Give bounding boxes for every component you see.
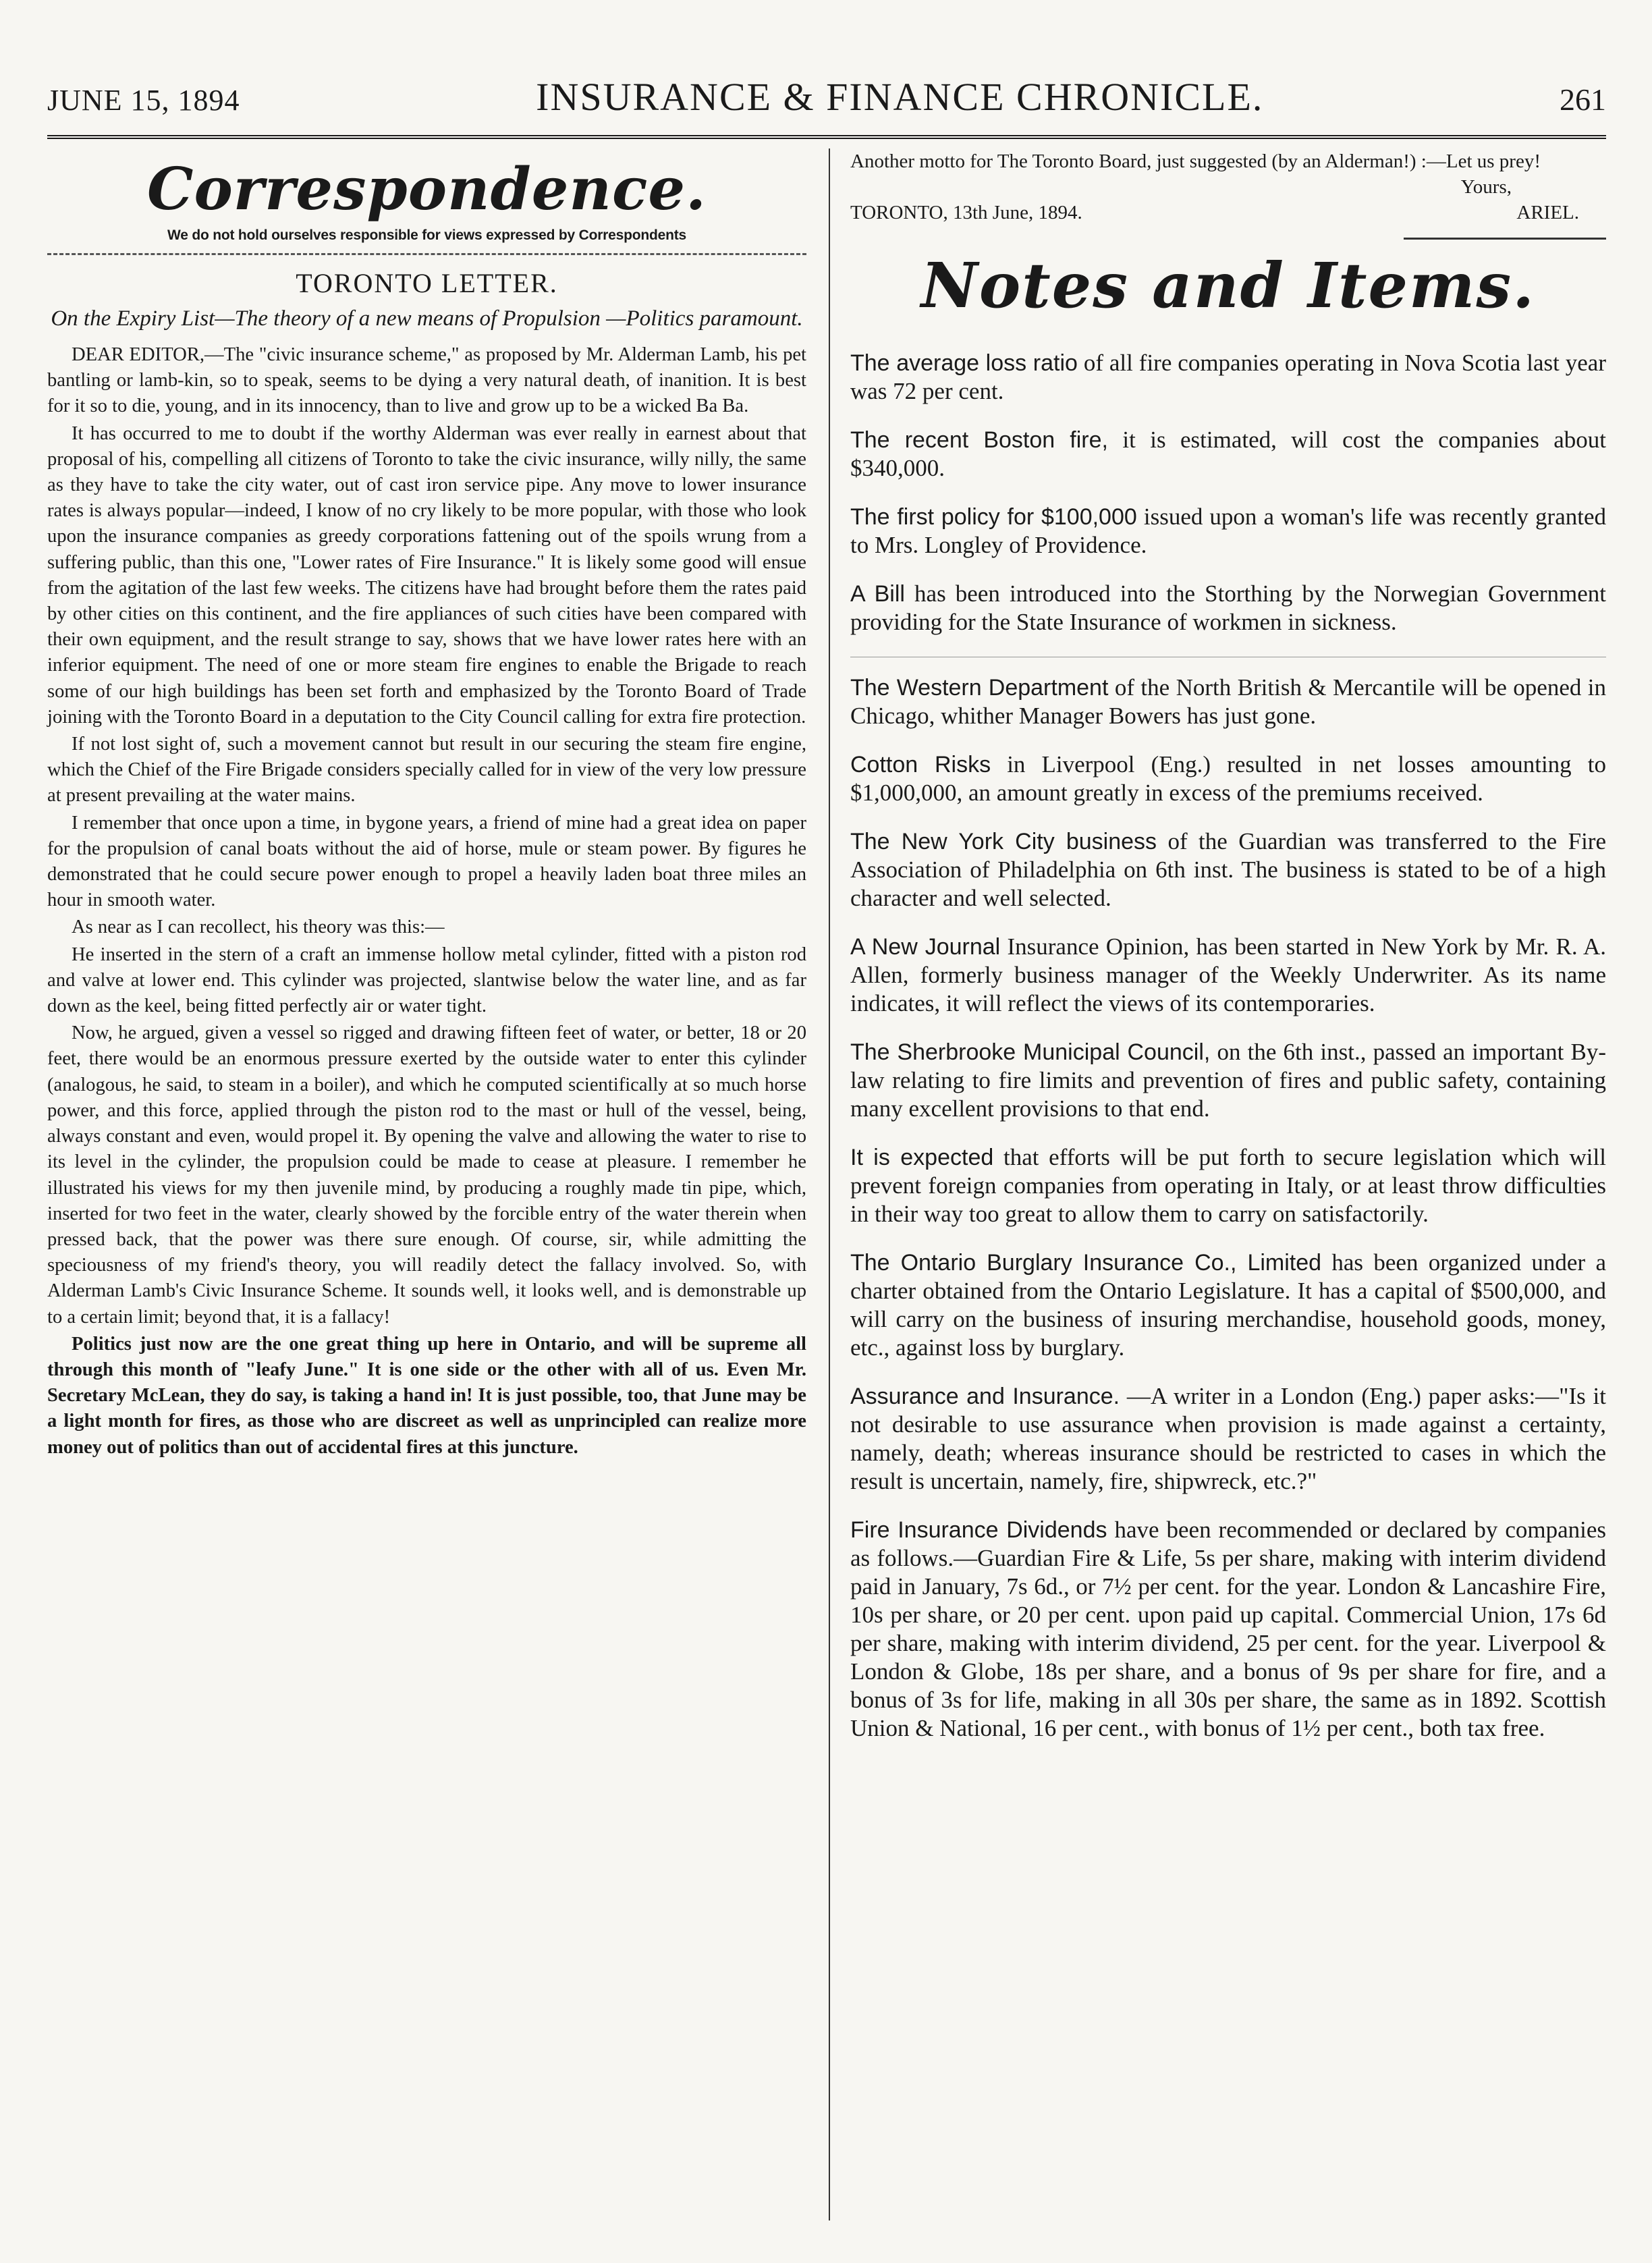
note-text: issued upon a woman's life was recently granted to Mrs. Longley of Providence.: [850, 503, 1606, 558]
note-text: Insurance Opinion, has been started in New York by Mr. R. A. Allen, formerly business manager of the Weekly Underwriter. As its name indicates, it will reflect the views of its contemporaries.: [850, 933, 1606, 1016]
article-paragraph: DEAR EDITOR,—The "civic insurance scheme," as proposed by Mr. Alderman Lamb, his pet bantling or lamb-kin, so to speak, seems to be dying a very natural death, of inanition. It is best for it so to die, young, and in its innocency, than to live and grow up to be a wicked Ba Ba.: [47, 344, 806, 417]
note-item: [850, 1143, 1606, 1228]
running-head: [47, 74, 1606, 128]
note-item: [850, 1249, 1606, 1362]
note-text: of the North British & Mercantile will be opened in Chicago, whither Manager Bowers has just gone.: [850, 674, 1607, 729]
note-text: of the Guardian was transferred to the Fire Association of Philadelphia on 6th inst. The business is stated to be of a high character and well selected.: [850, 828, 1606, 911]
note-text: it is estimated, will cost the companies about $340,000.: [850, 427, 1607, 481]
note-item: [850, 426, 1606, 483]
notes-column: [850, 148, 1606, 1763]
note-text: has been introduced into the Storthing by the Norwegian Government providing for the State Insurance of workmen in sickness.: [850, 580, 1607, 635]
end-rule: [1404, 238, 1606, 240]
note-lead: The New York City business: [850, 829, 1157, 854]
note-item: [850, 933, 1606, 1018]
correspondence-disclaimer: We do not hold ourselves responsible for views expressed by Correspondents: [167, 227, 686, 243]
notes-list: [850, 349, 1606, 1743]
article-subtitle: On the Expiry List—The theory of a new means of Propulsion —Politics paramount.: [51, 306, 803, 331]
note-lead: The Sherbrooke Municipal Council,: [850, 1039, 1211, 1065]
note-text: have been recommended or declared by companies as follows.—Guardian Fire & Life, 5s per share, making with interim dividend paid in January, 7s 6d., or 7½ per cent. for the year. London & Lancashire Fire, 10s per share, or 20 per cent. upon paid up capital. Commercial Union, 17s 6d per share, making with interim dividend, 25 per cent. for the year. Liverpool & London & Globe, 18s per share, and a bonus of 9s per share for fire, and a bonus of 3s for life, making in all 30s per share, the same as in 1892. Scottish Union & National, 16 per cent., with bonus of 1½ per cent., both tax free.: [850, 1517, 1606, 1741]
note-lead: The recent Boston fire,: [850, 427, 1108, 453]
article-paragraph: Politics just now are the one great thing up here in Ontario, and will be supreme all through this month of "leafy June." It is one side or the other with all of us. Even Mr. Secretary McLean, they do say, is taking a hand in! It is just possible, too, that June may be a light month for fires, as those who are discreet as well as unprincipled can realize more money out of politics than out of accidental fires at this juncture.: [47, 1333, 806, 1458]
article-paragraph: It has occurred to me to doubt if the worthy Alderman was ever really in earnest about that proposal of his, compelling all citizens of Toronto to take the civic insurance, willy nilly, the same as they have to take the city water, out of cast iron service pipe. Any move to lower insurance rates is always popular—indeed, I know of no cry likely to be more popular, with those who look upon the insurance companies as greedy corporations fattening out of the spoils wrung from a suffering public, than this one, "Lower rates of Fire Insurance." It is likely some good will ensue from the agitation of the last few weeks. The citizens have had brought before them the rates paid by other cities on this continent, and the fire appliances of such cities have been compared with their own equipment, and the result strange to say, shows that we have lower rates here with an inferior equipment. The need of one or more steam fire engines to enable the Brigade to reach some of our high buildings has been set forth and emphasized by the Toronto Board of Trade joining with the Toronto Board in a deputation to the City Council calling for extra fire protection.: [47, 422, 806, 728]
article-paragraph: I remember that once upon a time, in bygone years, a friend of mine had a great idea on paper for the propulsion of canal boats without the aid of horse, mule or steam power. By figures he demonstrated that he could secure power enough to propel a heavily laden boat three miles an hour in smooth water.: [47, 812, 806, 911]
article-paragraph: He inserted in the stern of a craft an immense hollow metal cylinder, fitted with a piston rod and valve at lower end. This cylinder was projected, slantwise below the water line, and as far down as the keel, being fitted perfectly air or water tight.: [47, 944, 806, 1017]
article-paragraph: If not lost sight of, such a movement cannot but result in our securing the steam fire engine, which the Chief of the Fire Brigade considers specially called for in view of the very low pressure at present prevailing at the water mains.: [47, 734, 806, 807]
issue-date: JUNE 15, 1894: [47, 84, 240, 117]
note-lead: Fire Insurance Dividends: [850, 1517, 1107, 1543]
note-lead: Assurance and Insurance.: [850, 1384, 1120, 1409]
article-title: TORONTO LETTER.: [296, 268, 558, 298]
note-lead: It is expected: [850, 1145, 994, 1170]
note-item: [850, 1382, 1606, 1496]
signature: ARIEL.: [1516, 202, 1579, 223]
section-rule: [47, 253, 806, 255]
note-item: [850, 1516, 1606, 1743]
note-item: [850, 503, 1606, 560]
note-lead: A Bill: [850, 581, 905, 607]
header-rule: [47, 135, 1606, 139]
newspaper-page: [47, 74, 1606, 2220]
correspondence-column: [47, 148, 806, 1461]
note-item: [850, 580, 1606, 636]
note-lead: The Western Department: [850, 675, 1109, 701]
article-body: [47, 342, 806, 1461]
note-text: that efforts will be put forth to secure legislation which will prevent foreign companies from operating in Italy, or at least throw difficulties in their way too great to allow them to carry on satisfactorily.: [850, 1144, 1606, 1227]
page-number: 261: [1559, 82, 1606, 117]
article-paragraph: As near as I can recollect, his theory was this:—: [72, 917, 445, 938]
note-lead: Cotton Risks: [850, 752, 991, 778]
note-lead: The average loss ratio: [850, 350, 1078, 376]
letter-signoff: [850, 174, 1606, 225]
letter-postscript: Another motto for The Toronto Board, just suggested (by an Alderman!) :—Let us prey!: [850, 151, 1541, 172]
section-heading-correspondence: Correspondence.: [147, 155, 707, 223]
article-paragraph: Now, he argued, given a vessel so rigged and drawing fifteen feet of water, or better, 18 or 20 feet, there would be an enormous pressure exerted by the outside water to enter this cylinder (analogous, he said, to steam in a boiler), and which he computed scientifically at so much horse power, and this force, applied through the piston rod to the mast or hull of the vessel, being, always constant and even, would propel it. By opening the valve and allowing the water to rise to its level in the cylinder, the propulsion could be made to cease at pleasure. I remember he illustrated his views for my then juvenile mind, by producing a roughly made tin pipe, which, inserted for two feet in the water, clearly showed by the forcible entry of the water therein when pressed back, that the power was there sure enough. Of course, sir, while admitting the speciousness of my friend's theory, you will readily detect the fallacy involved. So, with Alderman Lamb's Civic Insurance Scheme. It sounds well, it looks well, and is demonstrable up to a certain limit; beyond that, it is a fallacy!: [47, 1023, 806, 1328]
section-heading-notes: Notes and Items.: [920, 249, 1536, 322]
closing-salutation: Yours,: [1460, 176, 1512, 198]
note-text: in Liverpool (Eng.) resulted in net losses amounting to $1,000,000, an amount greatly in excess of the premiums received.: [850, 751, 1606, 806]
note-item: [850, 827, 1606, 912]
note-text: on the 6th inst., passed an important By-law relating to fire limits and prevention of fires and public safety, containing many excellent provisions to that end.: [850, 1039, 1606, 1122]
note-lead: A New Journal: [850, 934, 1001, 960]
journal-title: INSURANCE & FINANCE CHRONICLE.: [536, 75, 1264, 119]
column-divider: [829, 148, 830, 2220]
note-text: —A writer in a London (Eng.) paper asks:—"Is it not desirable to use assurance when provision is made against a certainty, namely, death; whereas insurance should be restricted to cases in which the result is uncertain, namely, fire, shipwreck, etc.?": [850, 1383, 1606, 1494]
note-text: of all fire companies operating in Nova Scotia last year was 72 per cent.: [850, 350, 1606, 404]
note-item: [850, 751, 1606, 807]
note-item: [850, 674, 1606, 730]
note-lead: The first policy for $100,000: [850, 504, 1137, 530]
note-lead: The Ontario Burglary Insurance Co., Limited: [850, 1250, 1322, 1276]
dateline: TORONTO, 13th June, 1894.: [850, 202, 1082, 223]
note-item: [850, 1038, 1606, 1123]
note-item: [850, 349, 1606, 406]
note-text: has been organized under a charter obtained from the Ontario Legislature. It has a capital of $500,000, and will carry on the business of insuring merchandise, household goods, money, etc., against loss by burglary.: [850, 1249, 1606, 1361]
